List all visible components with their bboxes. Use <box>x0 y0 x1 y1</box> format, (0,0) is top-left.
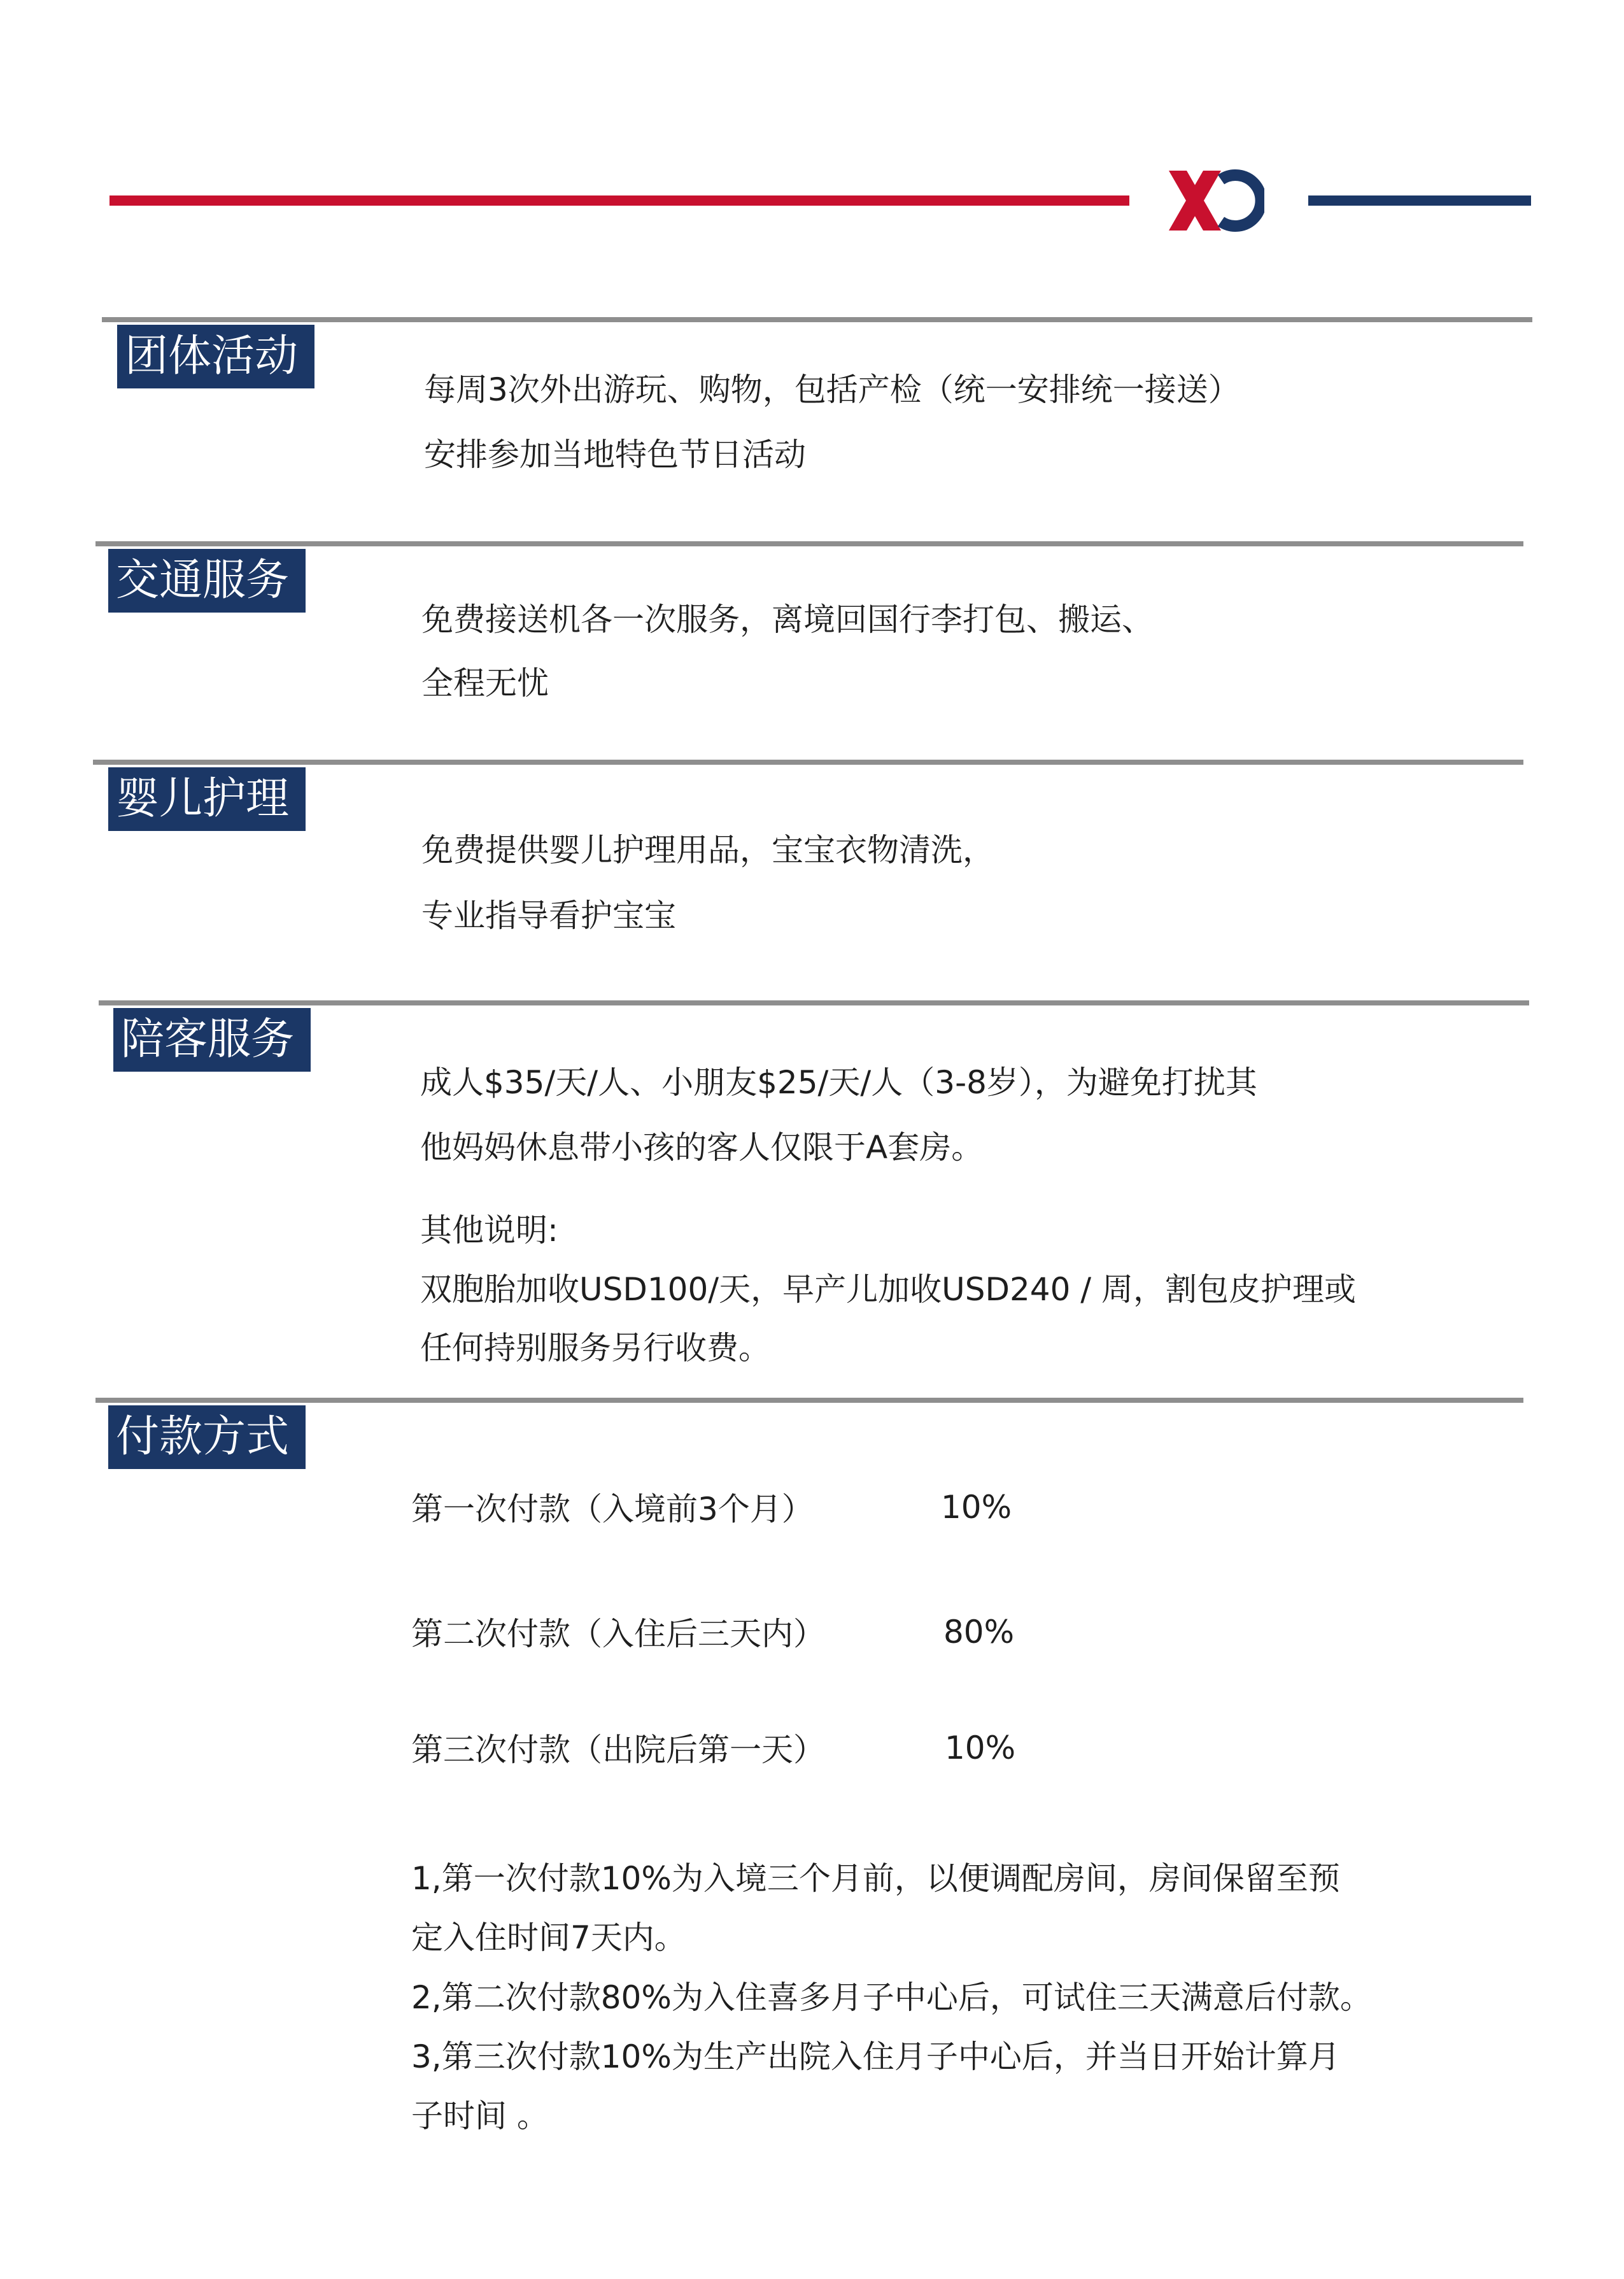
section-title-transport: 交通服务 <box>108 549 306 613</box>
section-text: 免费接送机各一次服务，离境回国行李打包、搬运、 <box>421 601 1154 638</box>
payment-percent: 80% <box>943 1614 1015 1651</box>
note-label: 其他说明: <box>420 1212 558 1249</box>
payment-note: 1,第一次付款10%为入境三个月前，以便调配房间，房间保留至预 <box>411 1860 1340 1897</box>
section-title-group-activities: 团体活动 <box>117 325 314 388</box>
section-divider <box>99 1000 1529 1005</box>
xo-logo-icon <box>1162 166 1264 236</box>
section-text: 任何持别服务另行收费。 <box>420 1330 770 1367</box>
section-text: 双胞胎加收USD100/天，早产儿加收USD240 / 周，割包皮护理或 <box>420 1271 1357 1308</box>
section-text: 全程无忧 <box>421 665 549 702</box>
payment-percent: 10% <box>941 1489 1012 1526</box>
section-text: 安排参加当地特色节日活动 <box>424 436 806 473</box>
payment-label: 第一次付款（入境前3个月） <box>411 1491 814 1528</box>
payment-percent: 10% <box>945 1729 1016 1766</box>
section-text: 他妈妈休息带小孩的客人仅限于A套房。 <box>420 1129 984 1166</box>
section-divider <box>93 760 1523 765</box>
payment-label: 第二次付款（入住后三天内） <box>411 1615 825 1652</box>
payment-note: 2,第二次付款80%为入住喜多月子中心后，可试住三天满意后付款。 <box>411 1979 1372 2016</box>
header-red-rule <box>109 195 1129 206</box>
payment-note: 子时间 。 <box>411 2098 549 2134</box>
payment-note: 定入住时间7天内。 <box>411 1919 686 1956</box>
section-title-companion: 陪客服务 <box>113 1008 311 1072</box>
section-text: 免费提供婴儿护理用品，宝宝衣物清洗， <box>421 832 994 869</box>
section-text: 每周3次外出游玩、购物，包括产检（统一安排统一接送） <box>424 371 1240 408</box>
payment-label: 第三次付款（出院后第一天） <box>411 1731 825 1768</box>
payment-note: 3,第三次付款10%为生产出院入住月子中心后，并当日开始计算月 <box>411 2038 1340 2075</box>
section-title-baby-care: 婴儿护理 <box>108 767 306 831</box>
section-divider <box>102 317 1532 322</box>
section-text: 成人$35/天/人、小朋友$25/天/人（3-8岁），为避免打扰其 <box>420 1064 1257 1101</box>
header-navy-rule <box>1308 195 1531 206</box>
section-text: 专业指导看护宝宝 <box>421 897 676 934</box>
section-divider <box>95 541 1523 546</box>
section-divider <box>95 1398 1523 1403</box>
section-title-payment: 付款方式 <box>108 1405 306 1469</box>
